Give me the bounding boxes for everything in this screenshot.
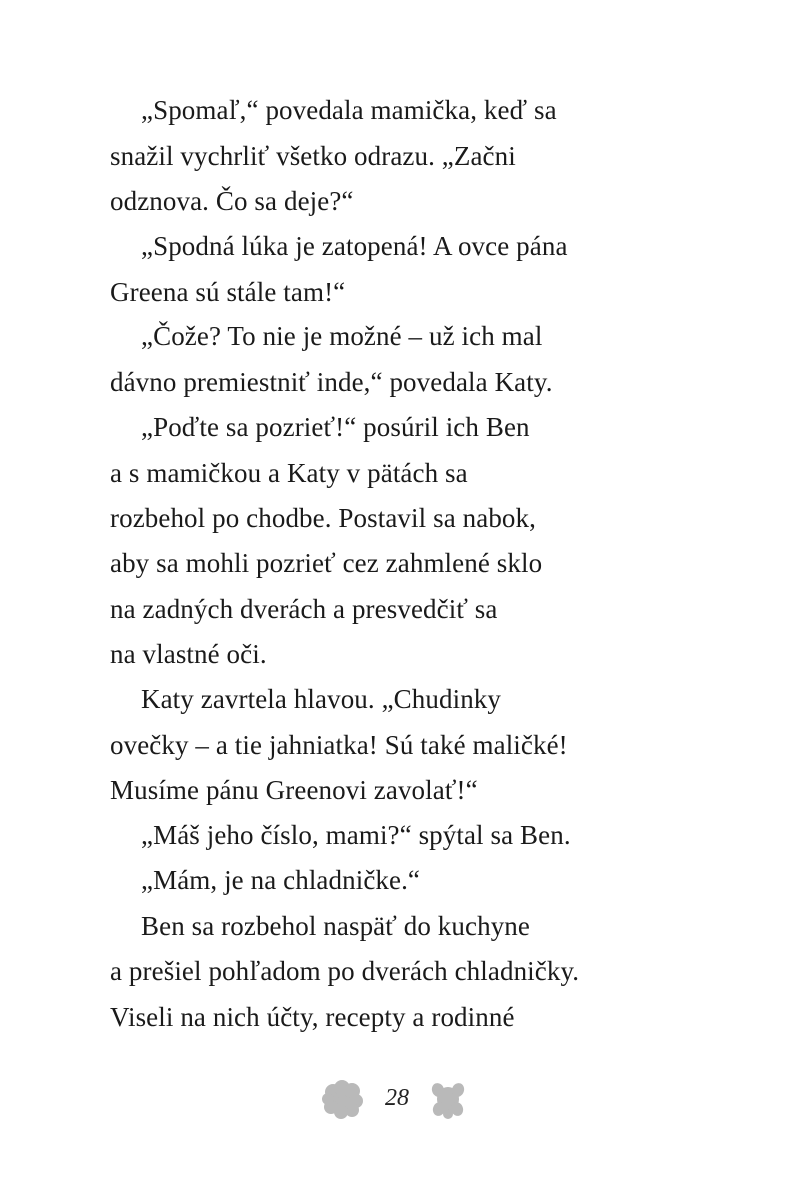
text-line: Ben sa rozbehol naspäť do kuchyne xyxy=(141,911,530,941)
text-line: na vlastné oči. xyxy=(110,639,267,669)
text-line: rozbehol po chodbe. Postavil sa nabok, xyxy=(110,503,536,533)
text-line: na zadných dverách a presvedčiť sa xyxy=(110,594,498,624)
text-line: dávno premiestniť inde,“ povedala Katy. xyxy=(110,367,553,397)
text-line: „Čože? To nie je možné – už ich mal xyxy=(141,321,543,351)
text-line: „Mám, je na chladničke.“ xyxy=(141,865,421,895)
text-line: Katy zavrtela hlavou. „Chudinky xyxy=(141,684,501,714)
text-line: Musíme pánu Greenovi zavolať!“ xyxy=(110,775,478,805)
text-line: „Spodná lúka je zatopená! A ovce pána xyxy=(141,231,568,261)
text-line: a s mamičkou a Katy v pätách sa xyxy=(110,458,468,488)
text-line: a prešiel pohľadom po dverách chladničky. xyxy=(110,956,580,986)
text-line: snažil vychrliť všetko odrazu. „Začni xyxy=(110,141,516,171)
text-line: „Poďte sa pozrieť!“ posúril ich Ben xyxy=(141,412,530,442)
text-line: ovečky – a tie jahniatka! Sú také maličké! xyxy=(110,730,568,760)
sheep-icon xyxy=(322,1080,364,1125)
text-line: Viseli na nich účty, recepty a rodinné xyxy=(110,1002,515,1032)
text-line: Greena sú stále tam!“ xyxy=(110,277,346,307)
page-number: 28 xyxy=(385,1085,409,1111)
text-line: aby sa mohli pozrieť cez zahmlené sklo xyxy=(110,548,543,578)
page-footer xyxy=(0,1080,789,1124)
text-line: odznova. Čo sa deje?“ xyxy=(110,186,354,216)
lamb-icon xyxy=(431,1080,465,1125)
text-line: „Spomaľ,“ povedala mamička, keď sa xyxy=(141,95,557,125)
text-line: „Máš jeho číslo, mami?“ spýtal sa Ben. xyxy=(141,820,571,850)
